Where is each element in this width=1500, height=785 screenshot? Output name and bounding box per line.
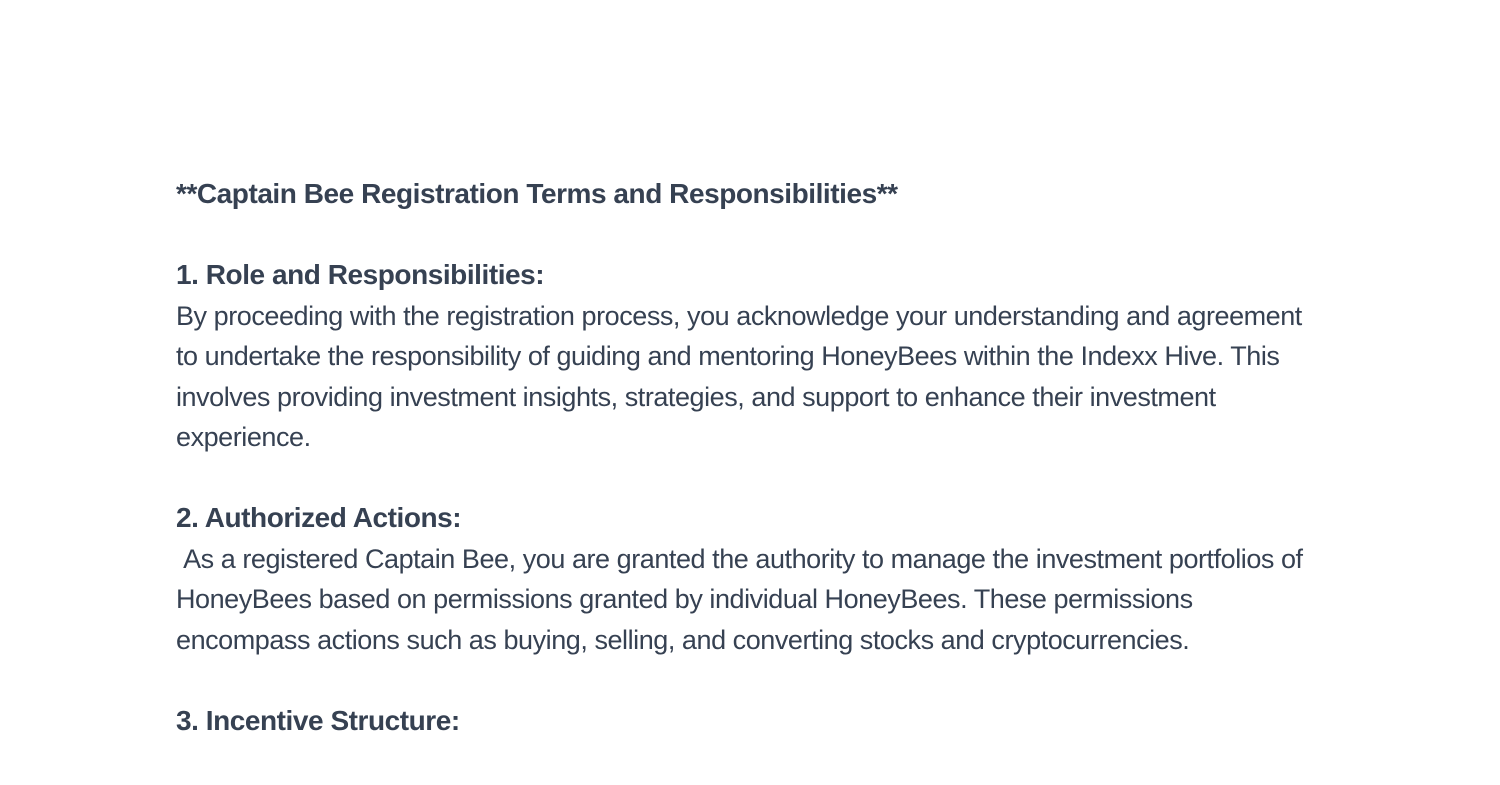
document-title: **Captain Bee Registration Terms and Responsibilities** [176,178,898,209]
section-role-and-responsibilities [176,255,1318,458]
section-heading-incentive-structure: 3. Incentive Structure: [176,704,460,736]
section-incentive-structure [176,701,1318,742]
section-authorized-actions [176,498,1318,660]
section-heading-role-and-responsibilities: 1. Role and Responsibilities: [176,259,545,290]
terms-document [176,174,1318,741]
section-body-authorized-actions: As a registered Captain Bee, you are granted the authority to manage the investment portfolios of HoneyBees based on permissions granted by individual HoneyBees. These permissions encompass actions such as buying, selling, and converting stocks and cryptocurrencies. [176,543,1310,655]
section-body-role-and-responsibilities: By proceeding with the registration process, you acknowledge your understanding and agreement to undertake the responsibility of guiding and mentoring HoneyBees within the Indexx Hive. This involves providing investment insights, strategies, and support to enhance their investment experience. [176,300,1309,452]
section-heading-authorized-actions: 2. Authorized Actions: [176,502,462,533]
